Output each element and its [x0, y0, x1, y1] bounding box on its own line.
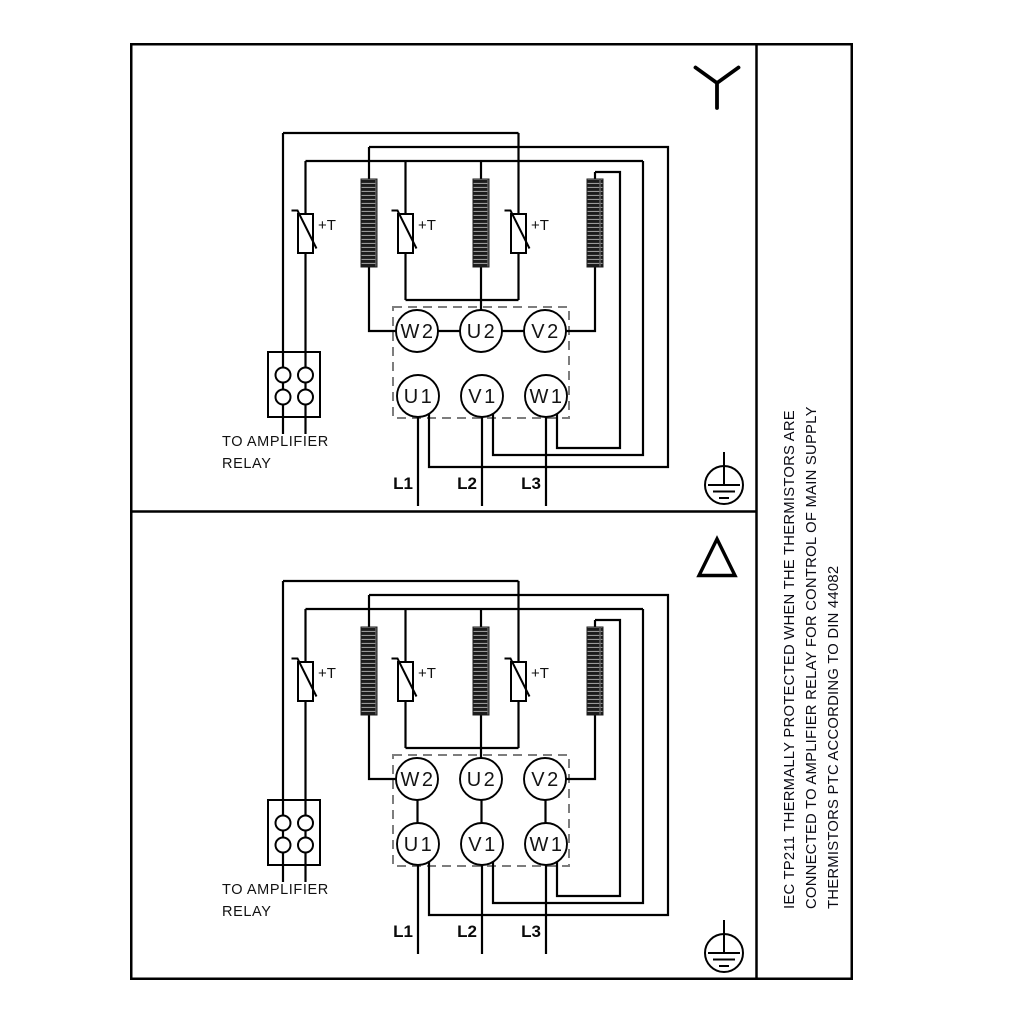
relay-terminal-circle [298, 838, 313, 853]
relay-terminal-circle [276, 390, 291, 405]
symbols-layer [696, 68, 744, 973]
wire [566, 715, 595, 779]
relay-terminal-circle [298, 368, 313, 383]
wire [369, 715, 396, 779]
ptc-thermistor-icon [292, 211, 317, 254]
terminal-label: V2 [531, 321, 561, 343]
earth-ground-icon [705, 920, 743, 972]
side-note-line: CONNECTED TO AMPLIFIER RELAY FOR CONTROL OF MAIN SUPPLY [804, 406, 820, 909]
thermistor-label: +T [531, 665, 549, 682]
motor-winding-coil-icon [361, 179, 377, 267]
mains-label: L3 [521, 474, 541, 493]
ptc-thermistor-icon [392, 211, 417, 254]
relay-terminal-circle [298, 390, 313, 405]
terminal-label: U2 [466, 321, 498, 343]
thermistor-label: +T [318, 217, 336, 234]
amplifier-relay-terminal-box [268, 800, 320, 865]
mains-label: L1 [393, 922, 413, 941]
mains-label: L2 [457, 474, 477, 493]
motor-winding-coil-icon [587, 179, 603, 267]
panel-delta-circuit [222, 581, 668, 954]
terminal-label: U2 [466, 769, 498, 791]
ptc-thermistor-icon [505, 659, 530, 702]
relay-terminal-circle [276, 368, 291, 383]
terminal-label: W2 [400, 769, 436, 791]
mains-label: L3 [521, 922, 541, 941]
thermistor-label: +T [418, 217, 436, 234]
terminal-label: V1 [468, 834, 498, 856]
thermistor-label: +T [531, 217, 549, 234]
ptc-thermistor-icon [505, 211, 530, 254]
relay-terminal-circle [298, 816, 313, 831]
star-connection-icon [696, 68, 739, 109]
wire [369, 267, 396, 331]
relay-terminal-circle [276, 838, 291, 853]
terminal-label: V2 [531, 769, 561, 791]
delta-connection-icon [699, 539, 735, 576]
terminal-label: U1 [403, 386, 435, 408]
motor-winding-coil-icon [361, 627, 377, 715]
relay-note-line1: TO AMPLIFIER [222, 882, 329, 898]
side-note [779, 373, 845, 909]
terminal-label: W2 [400, 321, 436, 343]
relay-note-line2: RELAY [222, 456, 272, 472]
panel-star-circuit [222, 133, 668, 506]
relay-note-line2: RELAY [222, 904, 272, 920]
earth-ground-icon [705, 452, 743, 504]
relay-note-line1: TO AMPLIFIER [222, 434, 329, 450]
ptc-thermistor-icon [392, 659, 417, 702]
amplifier-relay-terminal-box [268, 352, 320, 417]
mains-label: L2 [457, 922, 477, 941]
mains-label: L1 [393, 474, 413, 493]
motor-winding-coil-icon [587, 627, 603, 715]
motor-winding-coil-icon [473, 179, 489, 267]
thermistor-label: +T [418, 665, 436, 682]
relay-terminal-circle [276, 816, 291, 831]
terminal-label: U1 [403, 834, 435, 856]
side-note-line: THERMISTORS PTC ACCORDING TO DIN 44082 [826, 565, 842, 909]
terminal-label: W1 [529, 386, 565, 408]
ptc-thermistor-icon [292, 659, 317, 702]
thermistor-label: +T [318, 665, 336, 682]
motor-winding-coil-icon [473, 627, 489, 715]
wire [566, 267, 595, 331]
terminal-label: V1 [468, 386, 498, 408]
terminal-label: W1 [529, 834, 565, 856]
side-note-line: IEC TP211 THERMALLY PROTECTED WHEN THE THERMISTORS ARE [782, 410, 798, 909]
